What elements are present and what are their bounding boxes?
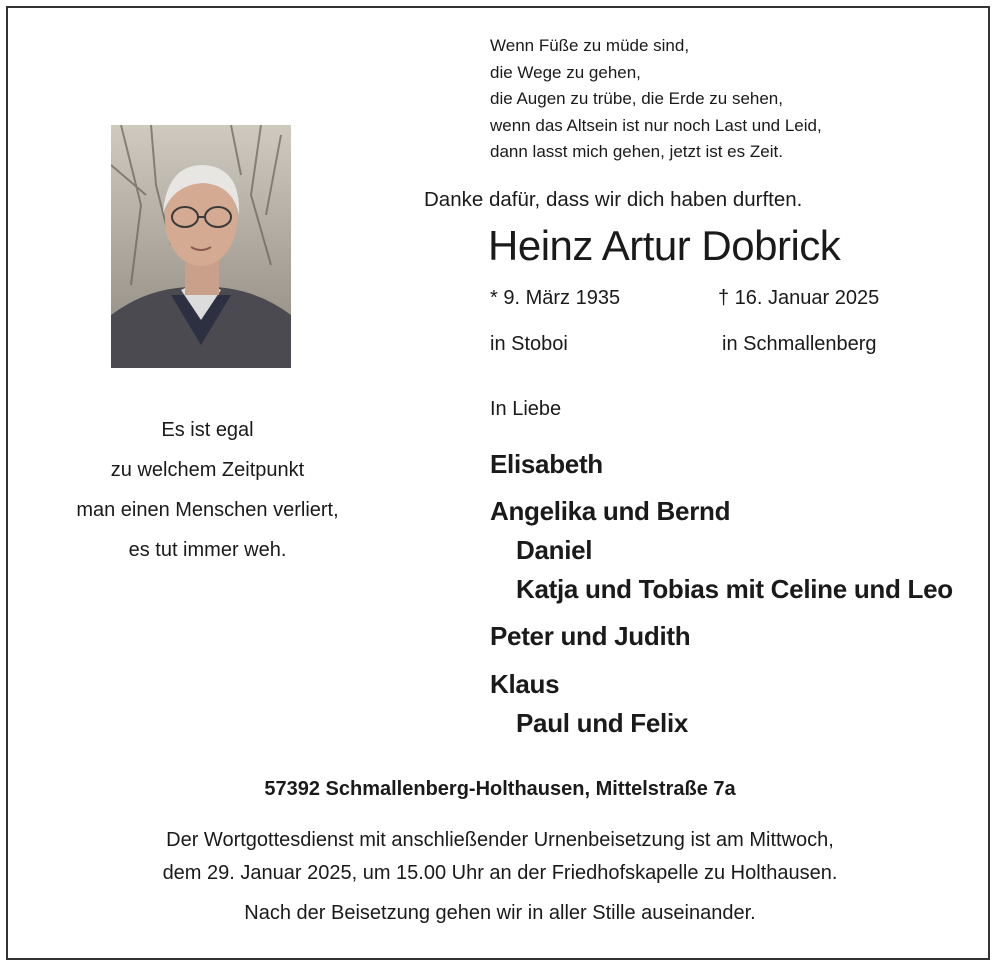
family-member: Klaus	[490, 669, 560, 699]
in-love-label: In Liebe	[490, 398, 562, 420]
family-member: Daniel	[516, 535, 593, 565]
family-member: Peter und Judith	[490, 621, 691, 651]
family-member: Elisabeth	[490, 449, 603, 479]
service-line: dem 29. Januar 2025, um 15.00 Uhr an der Friedhofskapelle zu Holthausen.	[162, 862, 838, 884]
mourning-address: 57392 Schmallenberg-Holthausen, Mittelstraße 7a	[264, 778, 736, 800]
family-member: Paul und Felix	[516, 708, 689, 738]
quote	[55, 410, 360, 570]
quote-line: zu welchem Zeitpunkt	[110, 459, 305, 481]
quote-line: es tut immer weh.	[128, 539, 287, 561]
family-member: Katja und Tobias mit Celine und Leo	[516, 574, 953, 604]
poem-line: die Augen zu trübe, die Erde zu sehen,	[490, 89, 783, 108]
deceased-name: Heinz Artur Dobrick	[488, 222, 841, 269]
poem-line: dann lasst mich gehen, jetzt ist es Zeit.	[490, 142, 783, 161]
family-member: Angelika und Bernd	[490, 496, 731, 526]
quote-line: Es ist egal	[161, 419, 254, 441]
birth-place: in Stoboi	[490, 333, 568, 355]
closing-line: Nach der Beisetzung gehen wir in aller Stille auseinander.	[244, 902, 756, 924]
service-line: Der Wortgottesdienst mit anschließender Urnenbeisetzung ist am Mittwoch,	[166, 829, 834, 851]
poem-line: Wenn Füße zu müde sind,	[490, 36, 690, 55]
death-date: † 16. Januar 2025	[718, 287, 880, 309]
quote-line: man einen Menschen verliert,	[76, 499, 339, 521]
poem-line: wenn das Altsein ist nur noch Last und Leid,	[490, 115, 822, 135]
thanks-line: Danke dafür, dass wir dich haben durften.	[424, 188, 803, 211]
poem-line: die Wege zu gehen,	[490, 62, 641, 82]
poem	[490, 33, 822, 166]
birth-date: * 9. März 1935	[490, 287, 621, 309]
death-place: in Schmallenberg	[722, 333, 877, 355]
service-info	[0, 824, 1000, 890]
portrait-photo	[111, 125, 291, 368]
